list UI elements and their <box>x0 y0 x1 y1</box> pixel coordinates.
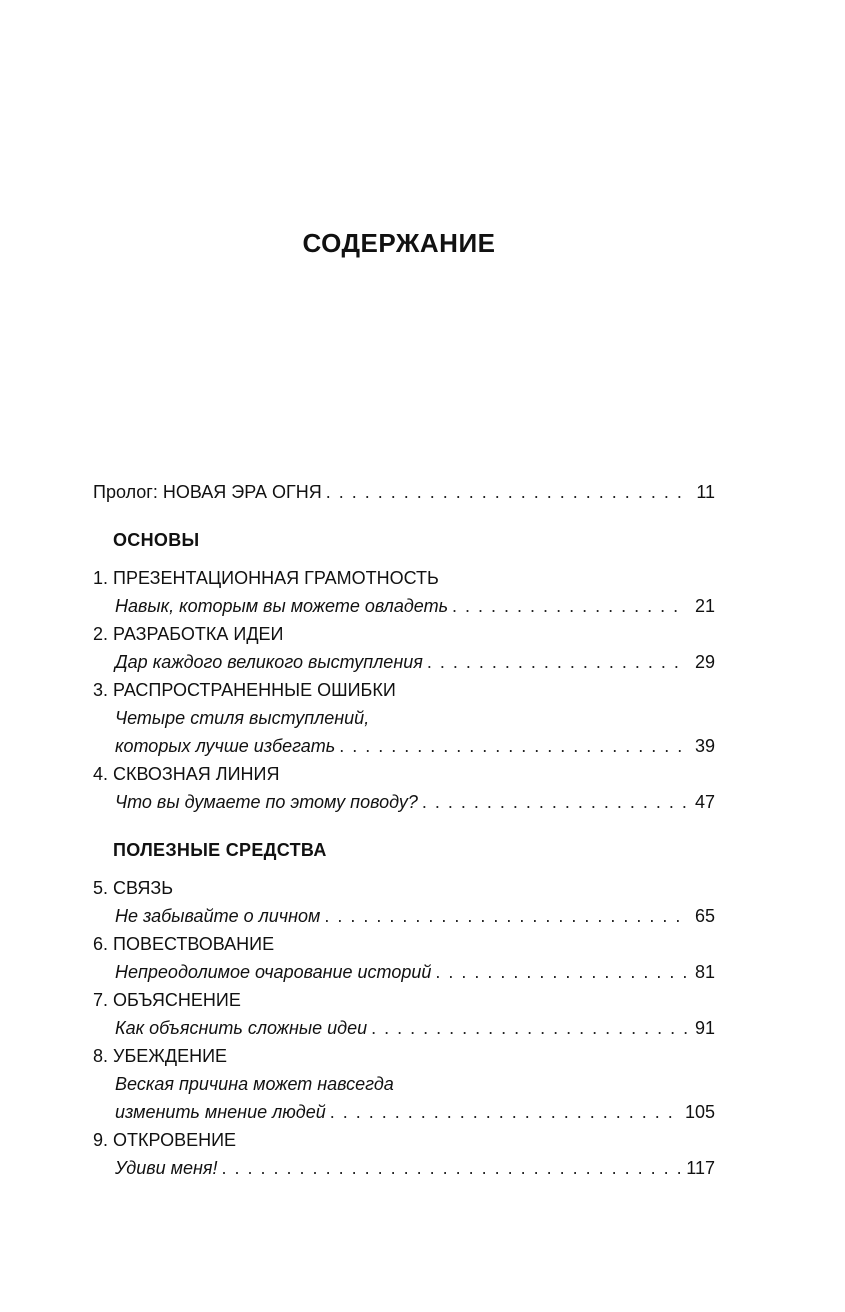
toc-entry-title[interactable]: 7. ОБЪЯСНЕНИЕ <box>93 990 241 1010</box>
toc-entry-subtitle[interactable]: Что вы думаете по этому поводу? . . . 47 <box>93 788 715 816</box>
dot-leader <box>222 1154 681 1182</box>
dot-leader <box>330 1098 679 1126</box>
dot-leader <box>435 958 687 986</box>
toc-entry-title[interactable]: 2. РАЗРАБОТКА ИДЕИ <box>93 624 284 644</box>
toc-entry-subtitle[interactable]: Не забывайте о личном . . . 65 <box>93 902 715 930</box>
toc-entry-title[interactable]: 1. ПРЕЗЕНТАЦИОННАЯ ГРАМОТНОСТЬ <box>93 568 439 588</box>
toc-entry-title[interactable]: 9. ОТКРОВЕНИЕ <box>93 1130 237 1150</box>
dot-leader <box>339 732 687 760</box>
toc-entry-subtitle[interactable]: Удиви меня! . . . 117 <box>93 1154 715 1182</box>
page-number: 117 <box>686 1158 715 1178</box>
page-number: 105 <box>684 1102 715 1122</box>
toc-entry-subtitle: Веская причина может навсегда <box>115 1074 394 1094</box>
toc-entry-subtitle[interactable]: изменить мнение людей . . . 105 <box>93 1098 715 1126</box>
toc-entry-subtitle: Четыре стиля выступлений, <box>115 708 370 728</box>
dot-leader <box>422 788 687 816</box>
page-number: 11 <box>696 482 715 502</box>
section-heading-tools: ПОЛЕЗНЫЕ СРЕДСТВА <box>113 840 327 860</box>
dot-leader <box>452 592 687 620</box>
toc-entry-title[interactable]: 8. УБЕЖДЕНИЕ <box>93 1046 228 1066</box>
toc-prolog-label: Пролог: НОВАЯ ЭРА ОГНЯ <box>93 482 322 502</box>
toc-entry-title[interactable]: 5. СВЯЗЬ <box>93 878 174 898</box>
toc-entry-subtitle[interactable]: Навык, которым вы можете овладеть . . . 21 <box>93 592 715 620</box>
toc-entry-title[interactable]: 4. СКВОЗНАЯ ЛИНИЯ <box>93 764 280 784</box>
page-number: 47 <box>694 792 715 812</box>
toc-entry-subtitle[interactable]: Как объяснить сложные идеи . . . 91 <box>93 1014 715 1042</box>
page-number: 81 <box>694 962 715 982</box>
page-title: СОДЕРЖАНИЕ <box>302 228 496 258</box>
table-of-contents <box>93 478 715 1182</box>
page-number: 21 <box>694 596 715 616</box>
page-number: 29 <box>694 652 715 672</box>
toc-entry-subtitle[interactable]: которых лучше избегать . . . 39 <box>93 732 715 760</box>
page-number: 91 <box>694 1018 715 1038</box>
toc-entry-subtitle[interactable]: Дар каждого великого выступления . . . 29 <box>93 648 715 676</box>
dot-leader <box>326 478 687 506</box>
dot-leader <box>371 1014 687 1042</box>
dot-leader <box>427 648 687 676</box>
toc-entry-title[interactable]: 6. ПОВЕСТВОВАНИЕ <box>93 934 275 954</box>
page-number: 39 <box>694 736 715 756</box>
dot-leader <box>324 902 687 930</box>
toc-entry-subtitle[interactable]: Непреодолимое очарование историй . . . 81 <box>93 958 715 986</box>
toc-entry-title[interactable]: 3. РАСПРОСТРАНЕННЫЕ ОШИБКИ <box>93 680 396 700</box>
section-heading-basics: ОСНОВЫ <box>113 530 200 550</box>
toc-prolog[interactable] <box>93 478 715 506</box>
page-number: 65 <box>694 906 715 926</box>
